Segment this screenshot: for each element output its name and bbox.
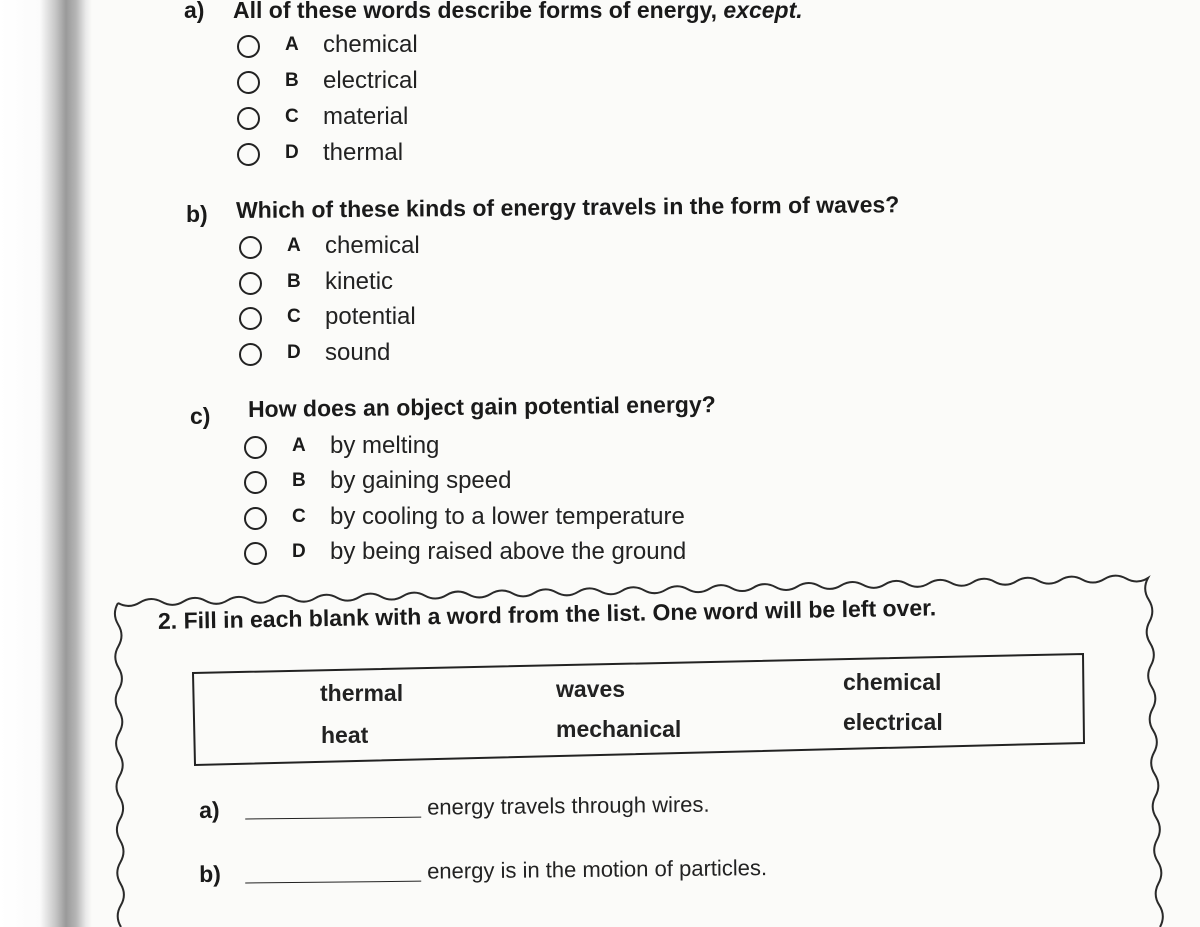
- word-list-item: chemical: [843, 669, 942, 695]
- option-letter: D: [292, 541, 306, 562]
- word-list-item: waves: [556, 676, 626, 702]
- question-text: How does an object gain potential energy?: [247, 391, 716, 422]
- option-letter: C: [285, 106, 299, 127]
- section2-title: 2. Fill in each blank with a word from the list. One word will be left over.: [157, 594, 937, 634]
- question-letter: a): [184, 0, 205, 23]
- option-letter: A: [287, 235, 301, 256]
- option-label: by being raised above the ground: [330, 538, 687, 565]
- option-label: by gaining speed: [330, 467, 512, 494]
- word-list-item: mechanical: [556, 716, 682, 742]
- option-letter: C: [292, 506, 306, 527]
- option-letter: A: [292, 435, 306, 456]
- question-text: Which of these kinds of energy travels in the form of waves?: [235, 191, 900, 223]
- option-label: kinetic: [325, 268, 394, 295]
- option-label: potential: [325, 303, 416, 330]
- option-letter: B: [292, 470, 306, 491]
- option-letter: A: [285, 34, 299, 55]
- option-letter: B: [287, 271, 301, 292]
- option-label: material: [323, 103, 409, 130]
- question-text-main: All of these words describe forms of energy,: [233, 0, 724, 23]
- option-label: by cooling to a lower temperature: [330, 503, 685, 530]
- option-letter: D: [287, 342, 301, 363]
- question-letter: c): [190, 403, 211, 429]
- question-text-emphasis: except.: [723, 0, 803, 23]
- word-list-item: electrical: [843, 709, 943, 735]
- word-list-item: heat: [321, 722, 369, 748]
- option-letter: C: [287, 306, 301, 327]
- word-list-item: thermal: [320, 680, 404, 706]
- option-label: electrical: [323, 67, 418, 94]
- option-label: chemical: [323, 31, 418, 58]
- fill-item-letter: a): [199, 796, 220, 823]
- option-label: by melting: [330, 432, 440, 459]
- fill-item-letter: b): [199, 860, 221, 887]
- option-letter: D: [285, 142, 299, 163]
- fill-item-text: energy travels through wires.: [426, 791, 710, 820]
- question-letter: b): [186, 201, 208, 227]
- fill-item-text: energy is in the motion of particles.: [426, 855, 768, 884]
- option-label: chemical: [325, 232, 420, 259]
- option-label: sound: [325, 339, 391, 366]
- option-letter: B: [285, 70, 299, 91]
- option-label: thermal: [323, 139, 404, 166]
